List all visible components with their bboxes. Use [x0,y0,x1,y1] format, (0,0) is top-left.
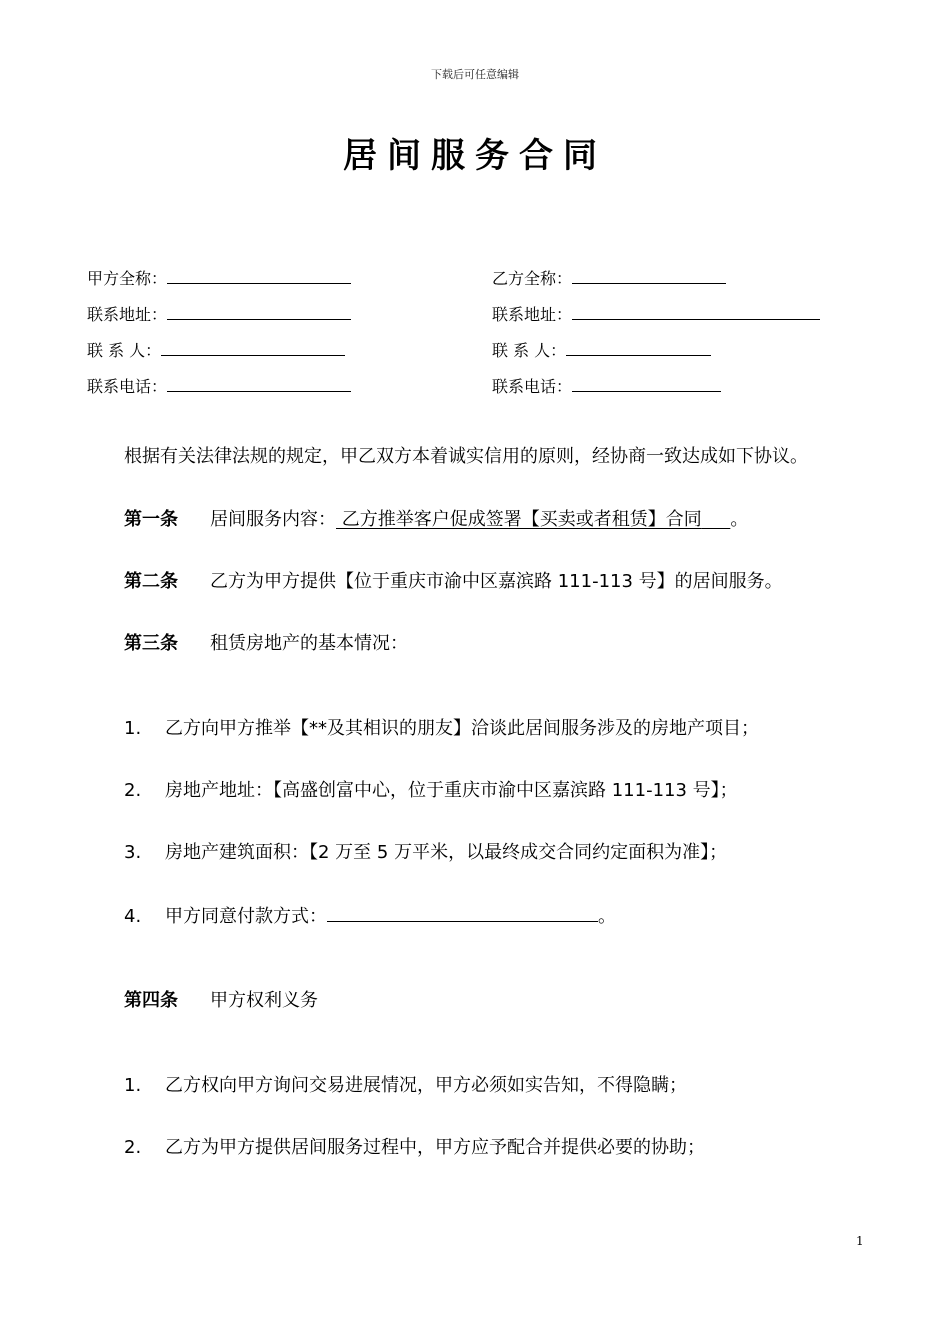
article-4-text: 甲方权利义务 [210,990,318,1011]
list-item-text: 乙方向甲方推举【**及其相识的朋友】洽谈此居间服务涉及的房地产项目； [165,718,759,739]
list-item [124,779,738,803]
list-item [124,903,616,929]
article-1-blank [702,509,731,530]
list-item [124,1074,687,1098]
article-3-text: 租赁房地产的基本情况： [210,633,408,654]
article-1-label: 第一条 [124,509,178,530]
party-b-contact-blank[interactable] [566,339,711,356]
party-a-name-label: 甲方全称： [87,269,168,288]
party-a-address-blank[interactable] [167,303,351,320]
party-b-contact-label: 联 系 人： [492,341,567,360]
article-2-label: 第二条 [124,571,178,592]
party-a-address-label: 联系地址： [87,305,168,324]
article-2 [124,570,783,594]
list-item-number: 1. [124,718,142,739]
article-2-text: 乙方为甲方提供【位于重庆市渝中区嘉滨路 111-113 号】的居间服务。 [210,571,783,592]
party-b-address-row [492,303,820,326]
party-b-phone-row [492,375,721,398]
party-a-contact-row [87,339,345,362]
article-3 [124,632,408,656]
list-item-number: 4. [124,906,142,927]
party-a-phone-row [87,375,351,398]
party-a-name-row [87,267,351,290]
list-item-text: 甲方同意付款方式： [165,906,327,927]
party-b-phone-label: 联系电话： [492,377,573,396]
list-item-text: 乙方权向甲方询问交易进展情况，甲方必须如实告知，不得隐瞒； [165,1075,687,1096]
list-item [124,841,727,865]
article-4-label: 第四条 [124,990,178,1011]
article-4 [124,989,318,1013]
party-a-address-row [87,303,351,326]
page-number: 1 [856,1234,864,1248]
list-item-number: 1. [124,1075,142,1096]
party-a-phone-label: 联系电话： [87,377,168,396]
intro-paragraph: 根据有关法律法规的规定，甲乙双方本着诚实信用的原则，经协商一致达成如下协议。 [124,446,808,467]
party-b-address-label: 联系地址： [492,305,573,324]
list-item-text: 乙方为甲方提供居间服务过程中，甲方应予配合并提供必要的协助； [165,1137,705,1158]
party-b-name-row [492,267,726,290]
article-1-suffix: 。 [730,509,749,530]
party-b-name-label: 乙方全称： [492,269,573,288]
party-a-name-blank[interactable] [167,267,351,284]
list-item [124,1136,705,1160]
page-header-note: 下载后可任意编辑 [431,68,519,81]
party-a-contact-label: 联 系 人： [87,341,162,360]
payment-method-blank[interactable] [327,903,598,922]
document-title: 居间服务合同 [343,136,607,176]
party-b-address-blank[interactable] [572,303,820,320]
list-item-suffix: 。 [598,906,616,927]
list-item [124,717,759,741]
party-a-phone-blank[interactable] [167,375,351,392]
list-item-number: 2. [124,780,142,801]
party-b-contact-row [492,339,711,362]
article-1 [124,508,748,532]
article-1-prefix: 居间服务内容： [210,509,336,530]
party-a-contact-blank[interactable] [161,339,345,356]
list-item-number: 3. [124,842,142,863]
article-3-label: 第三条 [124,633,178,654]
list-item-text: 房地产地址：【高盛创富中心，位于重庆市渝中区嘉滨路 111-113 号】； [165,780,738,801]
list-item-number: 2. [124,1137,142,1158]
party-b-name-blank[interactable] [572,267,726,284]
list-item-text: 房地产建筑面积：【2 万至 5 万平米，以最终成交合同约定面积为准】； [165,842,728,863]
article-1-service-content: 乙方推举客户促成签署【买卖或者租赁】合同 [336,509,702,530]
party-b-phone-blank[interactable] [572,375,721,392]
